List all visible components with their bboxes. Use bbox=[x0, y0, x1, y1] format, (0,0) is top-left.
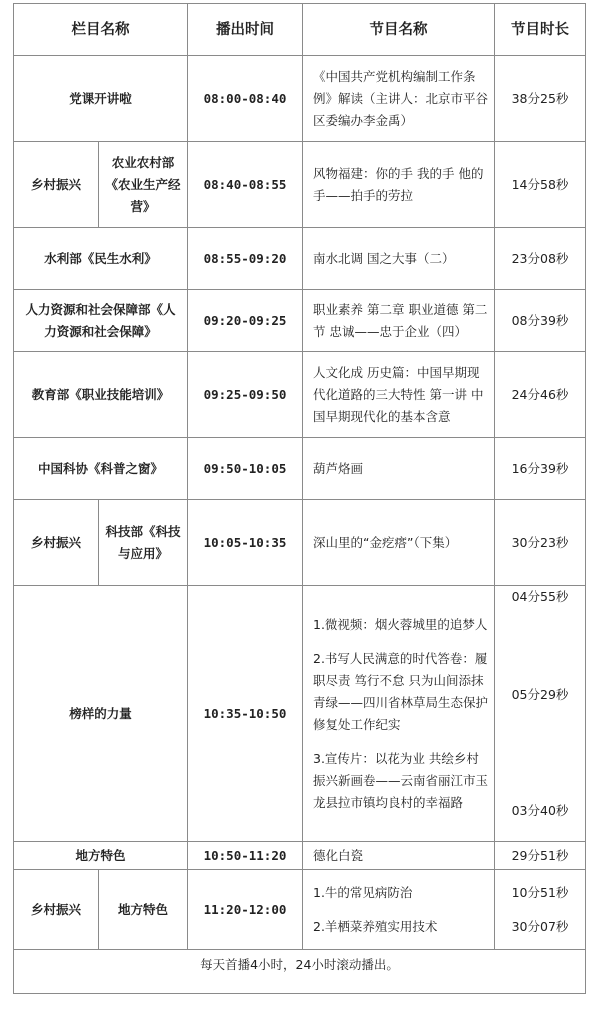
column-cell: 乡村振兴 bbox=[14, 500, 99, 586]
program-item: 3.宣传片：以花为业 共绘乡村振兴新画卷——云南省丽江市玉龙县拉市镇均良村的幸福路 bbox=[313, 750, 489, 810]
duration-cell: 14分58秒 bbox=[495, 142, 586, 228]
schedule-table bbox=[13, 3, 586, 994]
duration-item: 03分40秒 bbox=[511, 803, 569, 818]
program-cell: 人文化成 历史篇：中国早期现代化道路的三大特性 第一讲 中国早期现代化的基本含意 bbox=[303, 352, 495, 438]
duration-cell: 23分08秒 bbox=[495, 228, 586, 290]
airtime-cell: 11:20-12:00 bbox=[188, 870, 303, 950]
subcolumn-cell: 科技部《科技与应用》 bbox=[99, 500, 188, 586]
table-header-row bbox=[14, 4, 586, 56]
footer-note: 每天首播4小时，24小时滚动播出。 bbox=[14, 950, 586, 994]
column-cell: 榜样的力量 bbox=[14, 586, 188, 842]
program-list-cell bbox=[303, 586, 495, 842]
airtime-cell: 10:50-11:20 bbox=[188, 842, 303, 870]
duration-cell: 08分39秒 bbox=[495, 290, 586, 352]
table-row bbox=[14, 438, 586, 500]
column-cell: 水利部《民生水利》 bbox=[14, 228, 188, 290]
column-cell: 乡村振兴 bbox=[14, 142, 99, 228]
duration-cell: 30分23秒 bbox=[495, 500, 586, 586]
table-row bbox=[14, 842, 586, 870]
subcolumn-cell: 农业农村部《农业生产经营》 bbox=[99, 142, 188, 228]
header-airtime: 播出时间 bbox=[188, 4, 303, 56]
program-item: 2.书写人民满意的时代答卷：履职尽责 笃行不怠 只为山间添抹青绿——四川省林草局生态保护修复处工作纪实 bbox=[313, 650, 489, 732]
program-item: 1.微视频：烟火蓉城里的追梦人 bbox=[313, 616, 488, 632]
duration-cell: 24分46秒 bbox=[495, 352, 586, 438]
duration-item: 04分55秒 bbox=[511, 589, 569, 604]
table-row bbox=[14, 142, 586, 228]
duration-list-cell bbox=[495, 586, 586, 842]
airtime-cell: 09:20-09:25 bbox=[188, 290, 303, 352]
table-row bbox=[14, 586, 586, 842]
program-cell: 南水北调 国之大事（二） bbox=[303, 228, 495, 290]
duration-cell: 38分25秒 bbox=[495, 56, 586, 142]
airtime-cell: 09:25-09:50 bbox=[188, 352, 303, 438]
duration-item: 05分29秒 bbox=[511, 687, 569, 702]
header-column-name: 栏目名称 bbox=[14, 4, 188, 56]
table-row bbox=[14, 870, 586, 950]
column-cell: 党课开讲啦 bbox=[14, 56, 188, 142]
column-cell: 乡村振兴 bbox=[14, 870, 99, 950]
column-cell: 地方特色 bbox=[14, 842, 188, 870]
program-cell: 职业素养 第二章 职业道德 第二节 忠诚——忠于企业（四） bbox=[303, 290, 495, 352]
airtime-cell: 10:35-10:50 bbox=[188, 586, 303, 842]
duration-item: 30分07秒 bbox=[511, 918, 569, 934]
footer-row bbox=[14, 950, 586, 994]
table-row bbox=[14, 228, 586, 290]
airtime-cell: 08:40-08:55 bbox=[188, 142, 303, 228]
airtime-cell: 08:55-09:20 bbox=[188, 228, 303, 290]
table-row bbox=[14, 500, 586, 586]
duration-list-cell bbox=[495, 870, 586, 950]
column-cell: 中国科协《科普之窗》 bbox=[14, 438, 188, 500]
duration-item: 10分51秒 bbox=[511, 884, 569, 900]
duration-cell: 16分39秒 bbox=[495, 438, 586, 500]
table-row bbox=[14, 56, 586, 142]
subcolumn-cell: 地方特色 bbox=[99, 870, 188, 950]
program-item: 1.牛的常见病防治 bbox=[313, 884, 413, 900]
program-cell: 德化白瓷 bbox=[303, 842, 495, 870]
program-cell: 深山里的“金疙瘩”（下集） bbox=[303, 500, 495, 586]
header-duration: 节目时长 bbox=[495, 4, 586, 56]
table-row bbox=[14, 352, 586, 438]
airtime-cell: 09:50-10:05 bbox=[188, 438, 303, 500]
column-cell: 教育部《职业技能培训》 bbox=[14, 352, 188, 438]
program-item: 2.羊栖菜养殖实用技术 bbox=[313, 918, 438, 934]
airtime-cell: 08:00-08:40 bbox=[188, 56, 303, 142]
header-program-name: 节目名称 bbox=[303, 4, 495, 56]
program-cell: 葫芦烙画 bbox=[303, 438, 495, 500]
program-list-cell bbox=[303, 870, 495, 950]
table-row bbox=[14, 290, 586, 352]
airtime-cell: 10:05-10:35 bbox=[188, 500, 303, 586]
program-cell: 《中国共产党机构编制工作条例》解读（主讲人：北京市平谷区委编办李金禹） bbox=[303, 56, 495, 142]
program-cell: 风物福建：你的手 我的手 他的手——拍手的劳拉 bbox=[303, 142, 495, 228]
duration-cell: 29分51秒 bbox=[495, 842, 586, 870]
column-cell: 人力资源和社会保障部《人力资源和社会保障》 bbox=[14, 290, 188, 352]
